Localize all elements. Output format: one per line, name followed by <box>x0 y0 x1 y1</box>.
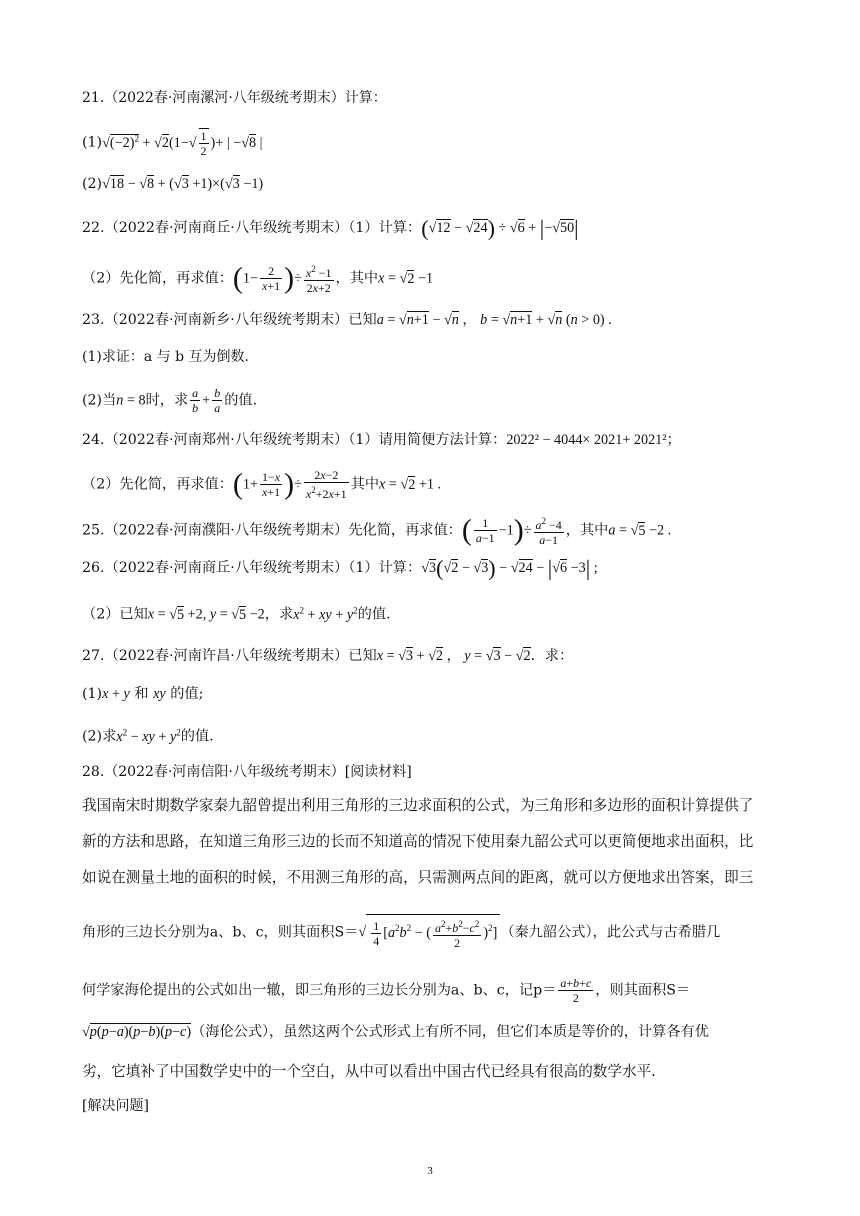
q21-heading: 21.（2022春·河南漯河·八年级统考期末）计算： <box>82 90 387 106</box>
q22-heading: 22.（2022春·河南商丘·八年级统考期末）（1）计算：(√12 − √24) ÷ √6 + |−√50| <box>82 215 579 241</box>
q23-part2: (2)当n = 8时，求 $\frac{a}{b}$ + $\frac{b}{a}$ 的值. <box>82 386 258 415</box>
q27-heading: 27.（2022春·河南许昌·八年级统考期末）已知x = √3 + √2 ， y = √3 − √2．求： <box>82 648 574 664</box>
q21-part1: $(1)√(-2)^2 + √2(1-√$ $\frac{1}{2}$ )+ | −√8 | <box>82 129 263 159</box>
q26-part2: （2）已知x = √5 +2, y = √5 −2，求$x^2$ + xy + $y^2$的值. <box>82 605 391 623</box>
q22-part2: （2）先化简，再求值：(1− $\frac{2}{x+1}$ )÷ $\frac{x^2 -1}{2x+2}$ ，其中x = √2 −1 <box>82 261 434 295</box>
q28-line-1: 我国南宋时期数学家秦九韶曾提出利用三角形的三边求面积的公式，为三角形和多边形的面积计算提供了 <box>82 797 754 814</box>
q28-line-7: 劣，它填补了中国数学史中的一个空白，从中可以看出中国古代已经具有很高的数学水平. <box>82 1063 656 1080</box>
q28-heading: 28.（2022春·河南信阳·八年级统考期末）[阅读材料] <box>82 764 412 780</box>
q28-line-5: 何学家海伦提出的公式如出一辙，即三角形的三边长分别为a、b、c，记p＝ $\frac{a+b+c}{2}$ ，则其面积S＝ <box>82 976 691 1005</box>
q24-heading: 24.（2022春·河南郑州·八年级统考期末）（1）请用简便方法计算：2022² − 4044× 2021+ 2021²； <box>82 432 681 448</box>
q25-heading: 25.（2022春·河南濮阳·八年级统考期末）先化简，再求值：( $\frac{1}{a-1}$ −1)÷ $\frac{a^2 -4}{a-1}$ ，其中a = √5 −2 . <box>82 513 672 547</box>
q27-part2: (2)求$x^2$ − xy + $y^2$的值. <box>82 727 214 745</box>
q27-part1: (1)x + y 和 xy 的值; <box>82 686 204 702</box>
q28-line-2: 新的方法和思路，在知道三角形三边的长而不知道高的情况下使用秦九韶公式可以更简便地求出面积，比 <box>82 833 754 850</box>
q28-line-3: 如说在测量土地的面积的时候，不用测三角形的高，只需测两点间的距离，就可以方便地求出答案，即三 <box>82 869 754 886</box>
q24-part2: （2）先化简，再求值：(1+ $\frac{1-x}{x+1}$ )÷ $\frac{2x-2}{x^2+2x+1}$ 其中x = √2 +1 . <box>82 467 442 501</box>
q23-part1: (1)求证：a 与 b 互为倒数. <box>82 349 249 365</box>
q26-heading: 26.（2022春·河南商丘·八年级统考期末）（1）计算：√3(√2 − √3) − √24 − |√6 −3| ; <box>82 555 598 581</box>
q23-heading: 23.（2022春·河南新乡·八年级统考期末）已知a = √n+1 − √n ， b = √n+1 + √n (n > 0) . <box>82 312 612 328</box>
q28-line-4: 角形的三边长分别为a、b、c，则其面积S＝√ $\frac{1}{4}$ [$a^2b^2$ − ( $\frac{a^2+b^2-c^2}{2}$ )$^2$] （秦九韶公式），此公式与古希腊几 <box>82 914 782 952</box>
q28-line-6: √p(p−a)(p−b)(p−c)（海伦公式），虽然这两个公式形式上有所不同，但它们本质是等价的，计算各有优 <box>82 1024 709 1040</box>
page-number: 3 <box>427 1165 433 1177</box>
q21-part2: (2)√18 − √8 + (√3 +1)×(√3 −1) <box>82 176 264 192</box>
q28-line-8: [解决问题] <box>82 1098 149 1114</box>
